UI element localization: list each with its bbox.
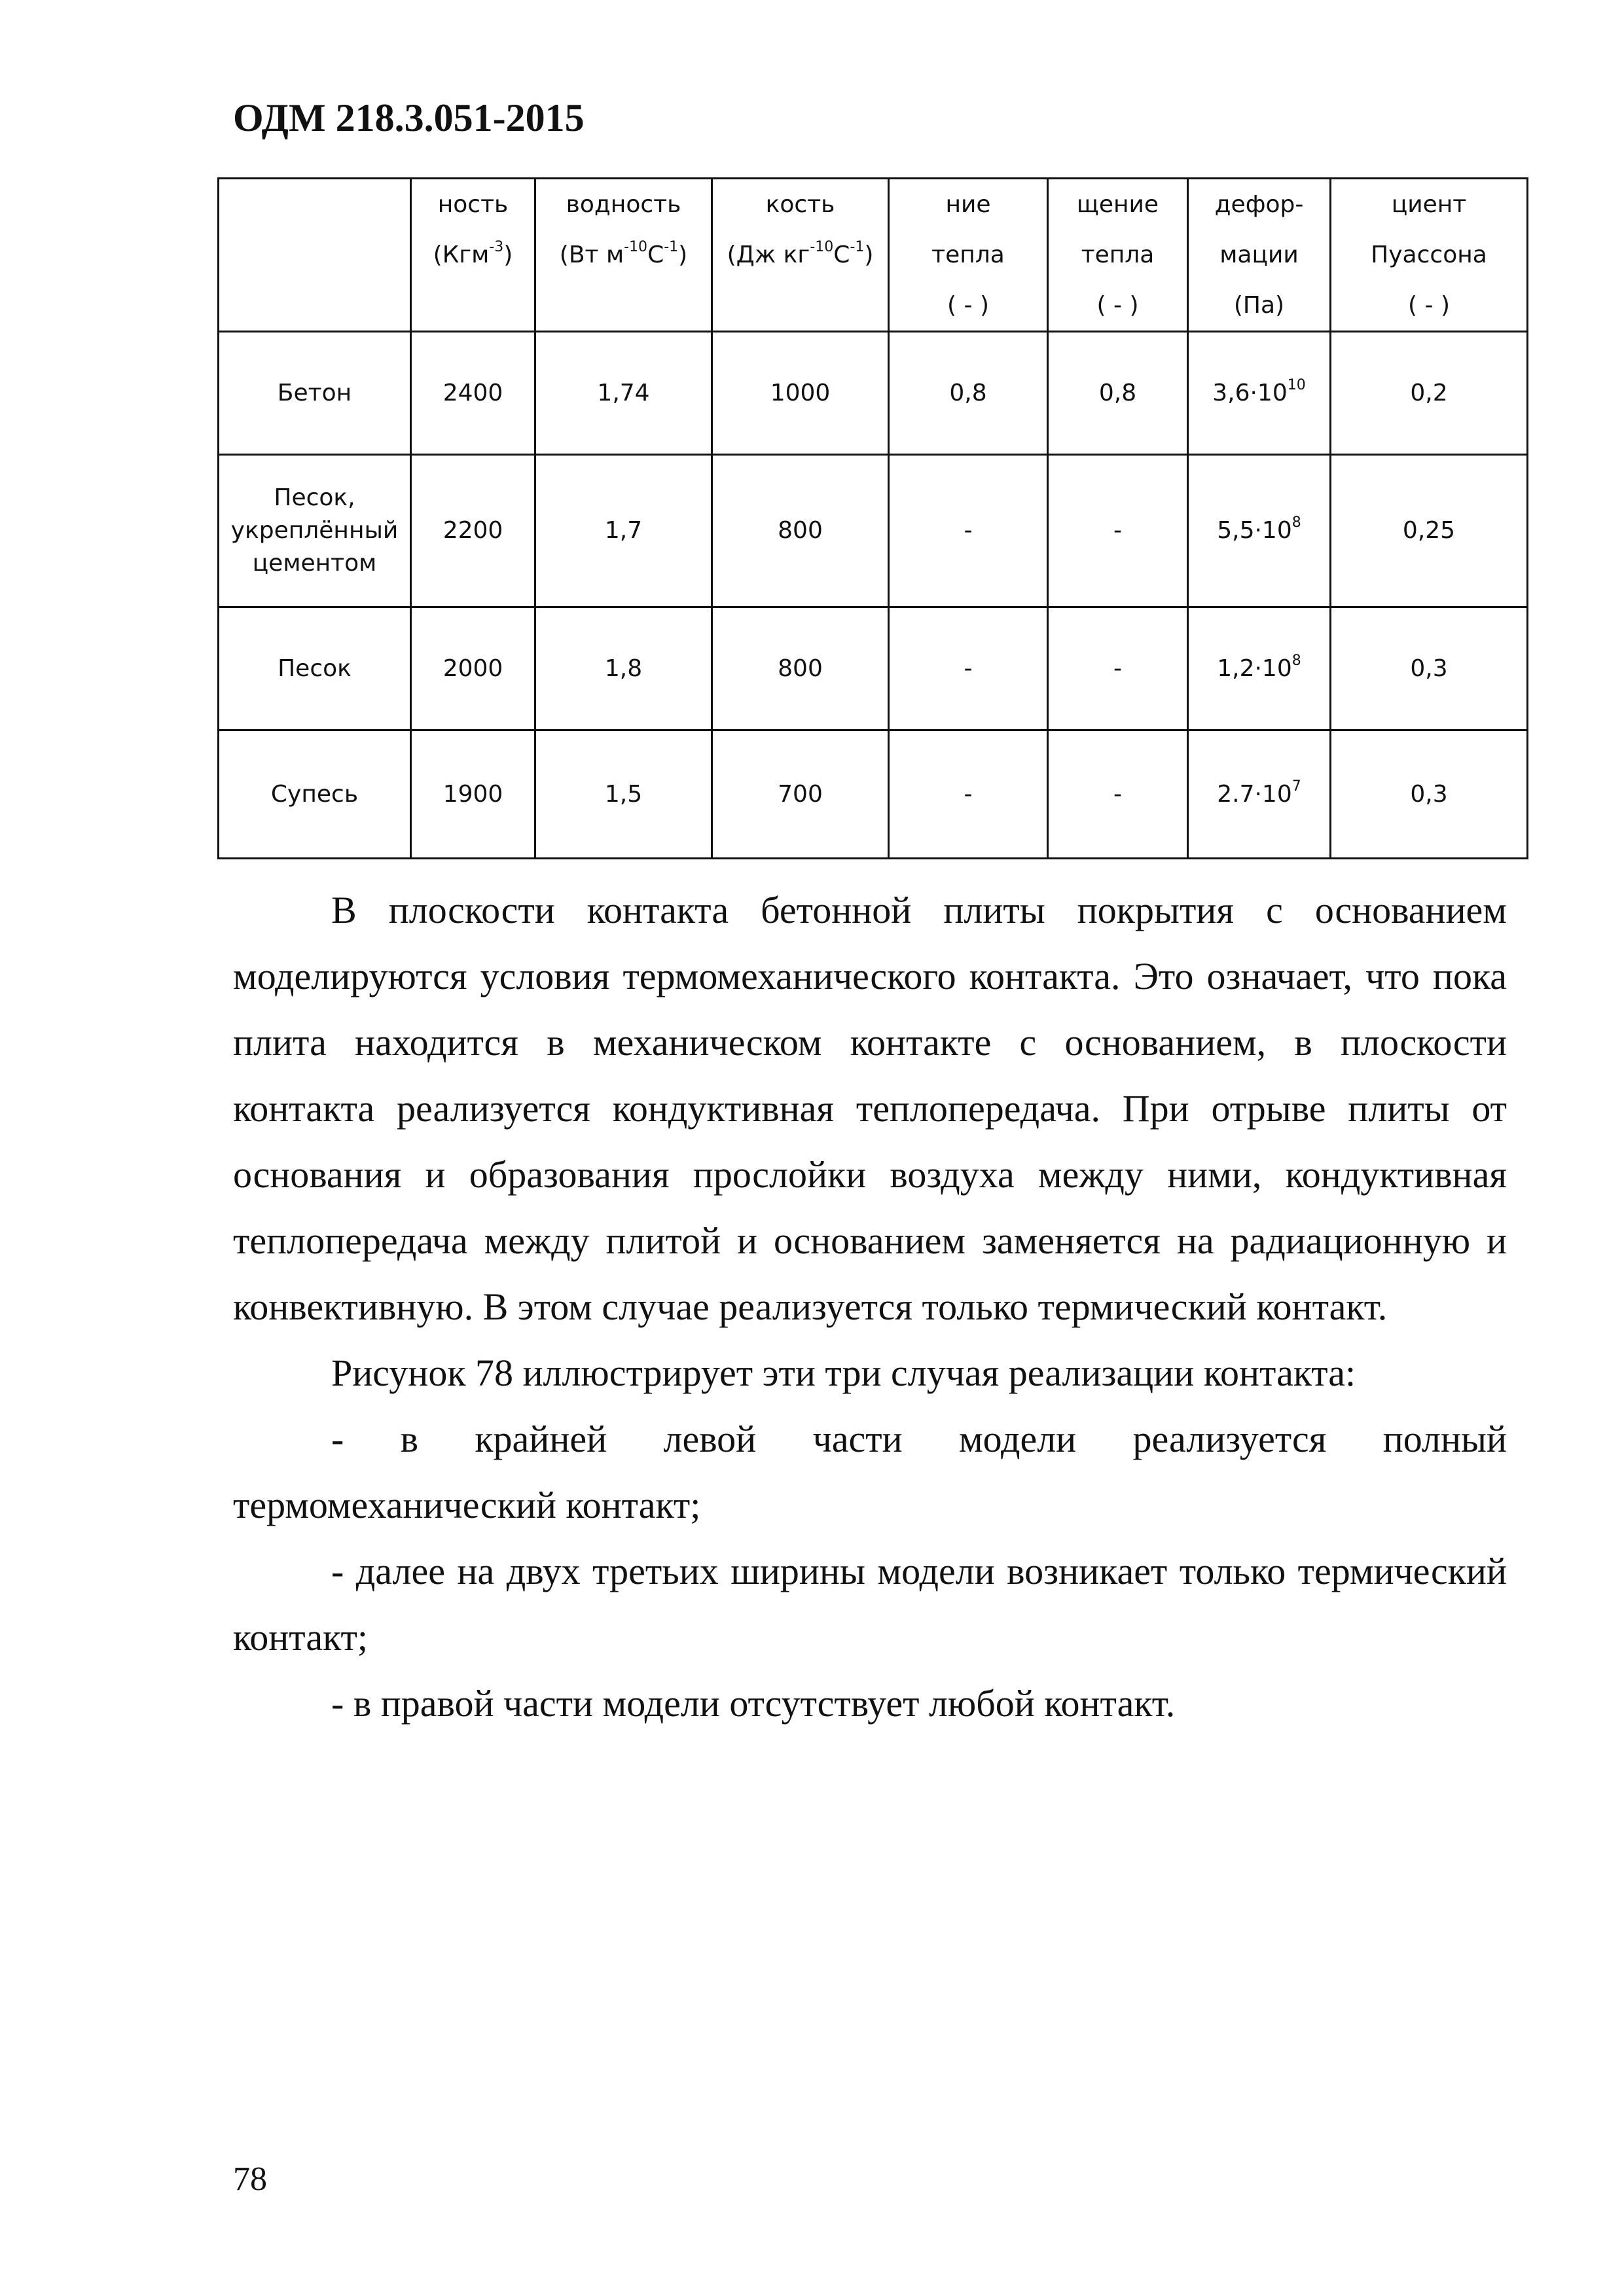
- poisson-value: 0,2: [1331, 332, 1528, 455]
- table-row: [219, 332, 1528, 455]
- absorption-value: -: [889, 455, 1048, 607]
- density-value: 2400: [411, 332, 535, 455]
- header-text: ность: [437, 191, 509, 218]
- header-cell-absorption: [889, 179, 1048, 332]
- header-text: тепла: [1081, 242, 1155, 268]
- material-name: Песок: [219, 607, 411, 730]
- header-cell-conductivity: [535, 179, 712, 332]
- poisson-value: 0,25: [1331, 455, 1528, 607]
- poisson-value: 0,3: [1331, 730, 1528, 859]
- header-unit: ( - ): [1096, 292, 1139, 319]
- table-row: [219, 607, 1528, 730]
- modulus-value: $1,2\cdot 10^8$: [1188, 607, 1331, 730]
- heat-capacity-value: 800: [712, 455, 889, 607]
- poisson-value: 0,3: [1331, 607, 1528, 730]
- header-text: кость: [765, 191, 835, 218]
- header-cell-heat-capacity: [712, 179, 889, 332]
- header-unit: (Па): [1233, 292, 1285, 319]
- header-unit: (Кгм$^{-3}$): [433, 239, 513, 268]
- header-unit: (Дж $кг^{-10}С^{-1}$): [727, 239, 874, 268]
- header-unit: ( - ): [1408, 292, 1450, 319]
- material-name: Песок, укреплённый цементом: [219, 455, 411, 607]
- emission-value: -: [1048, 730, 1188, 859]
- header-cell-modulus: [1188, 179, 1331, 332]
- table-row: [219, 730, 1528, 859]
- paragraph: В плоскости контакта бетонной плиты покрытия с основанием моделируются условия термомеханического контакта. Это означает, что пока плита находится в механическом контакте с основанием, в плоскости контакта реализуется кондуктивная теплопередача. При отрыве плиты от основания и образования прослойки воздуха между ними, кондуктивная теплопередача между плитой и основанием заменяется на радиационную и конвективную. В этом случае реализуется только термический контакт.: [233, 889, 1507, 1328]
- table-row: [219, 455, 1528, 607]
- material-name: Бетон: [219, 332, 411, 455]
- modulus-value: $2.7\cdot 10^7$: [1188, 730, 1331, 859]
- header-text: ние: [945, 191, 991, 218]
- conductivity-value: 1,8: [535, 607, 712, 730]
- modulus-value: $3,6\cdot 10^{10}$: [1188, 332, 1331, 455]
- absorption-value: -: [889, 730, 1048, 859]
- emission-value: -: [1048, 607, 1188, 730]
- density-value: 2000: [411, 607, 535, 730]
- heat-capacity-value: 1000: [712, 332, 889, 455]
- header-unit: ( - ): [947, 292, 989, 319]
- header-text: водность: [566, 191, 681, 218]
- list-item: - далее на двух третьих ширины модели возникает только термический контакт;: [233, 1550, 1507, 1659]
- material-name: Супесь: [219, 730, 411, 859]
- absorption-value: 0,8: [889, 332, 1048, 455]
- header-cell-poisson: [1331, 179, 1528, 332]
- conductivity-value: 1,5: [535, 730, 712, 859]
- density-value: 2200: [411, 455, 535, 607]
- header-text: мации: [1219, 242, 1299, 268]
- heat-capacity-value: 700: [712, 730, 889, 859]
- material-properties-table: [217, 177, 1528, 859]
- modulus-value: $5,5\cdot 10^8$: [1188, 455, 1331, 607]
- page-number: 78: [233, 2161, 267, 2198]
- list-item: - в крайней левой части модели реализуется полный термомеханический контакт;: [233, 1418, 1507, 1526]
- body-text: [233, 877, 1507, 1736]
- emission-value: 0,8: [1048, 332, 1188, 455]
- header-cell-material: [219, 179, 411, 332]
- header-text: циент: [1391, 191, 1467, 218]
- header-unit: (Вт $м^{-10}С^{-1}$): [559, 239, 688, 268]
- header-text: щение: [1076, 191, 1159, 218]
- header-cell-density: [411, 179, 535, 332]
- paragraph: Рисунок 78 иллюстрирует эти три случая реализации контакта:: [331, 1352, 1356, 1394]
- emission-value: -: [1048, 455, 1188, 607]
- heat-capacity-value: 800: [712, 607, 889, 730]
- absorption-value: -: [889, 607, 1048, 730]
- density-value: 1900: [411, 730, 535, 859]
- table-header-row: [219, 179, 1528, 332]
- conductivity-value: 1,74: [535, 332, 712, 455]
- header-text: тепла: [931, 242, 1005, 268]
- header-cell-emission: [1048, 179, 1188, 332]
- conductivity-value: 1,7: [535, 455, 712, 607]
- header-text: дефор-: [1214, 191, 1304, 218]
- header-text: Пуассона: [1371, 242, 1487, 268]
- list-item: - в правой части модели отсутствует любой контакт.: [331, 1682, 1176, 1725]
- document-code: ОДМ 218.3.051-2015: [233, 96, 585, 139]
